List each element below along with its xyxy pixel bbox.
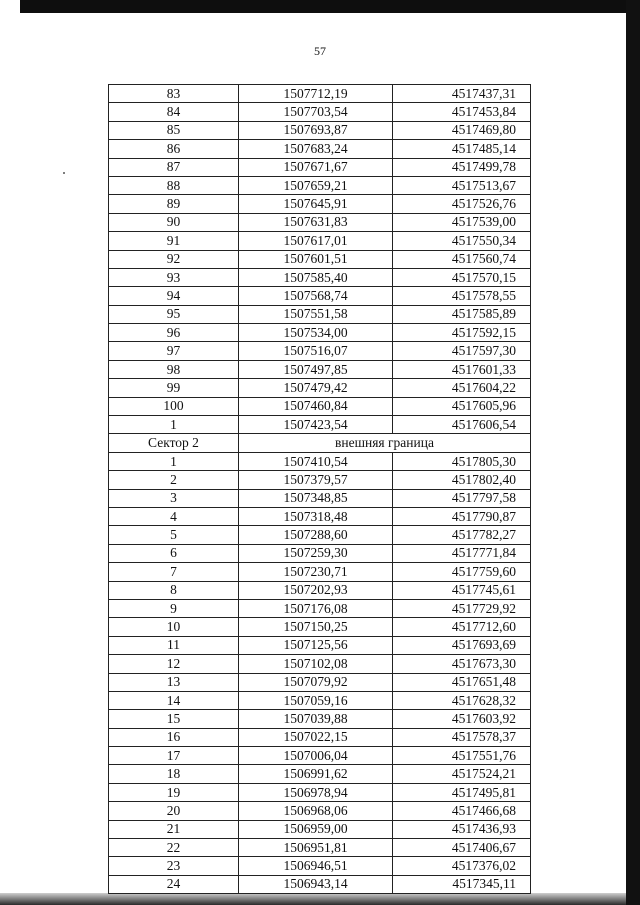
y-coordinate-cell: 4517560,74 — [393, 250, 531, 268]
y-coordinate-cell: 4517651,48 — [393, 673, 531, 691]
y-coordinate-cell: 4517495,81 — [393, 783, 531, 801]
point-number-cell: 85 — [109, 121, 239, 139]
x-coordinate-cell: 1507318,48 — [239, 507, 393, 525]
point-number-cell: 91 — [109, 232, 239, 250]
x-coordinate-cell: 1507479,42 — [239, 379, 393, 397]
y-coordinate-cell: 4517604,22 — [393, 379, 531, 397]
point-number-cell: 22 — [109, 839, 239, 857]
point-number-cell: 2 — [109, 471, 239, 489]
table-row — [109, 379, 531, 397]
y-coordinate-cell: 4517802,40 — [393, 471, 531, 489]
table-row — [109, 287, 531, 305]
x-coordinate-cell: 1507176,08 — [239, 599, 393, 617]
point-number-cell: 15 — [109, 710, 239, 728]
x-coordinate-cell: 1507348,85 — [239, 489, 393, 507]
y-coordinate-cell: 4517551,76 — [393, 747, 531, 765]
y-coordinate-cell: 4517437,31 — [393, 85, 531, 103]
point-number-cell: 95 — [109, 305, 239, 323]
y-coordinate-cell: 4517513,67 — [393, 176, 531, 194]
y-coordinate-cell: 4517469,80 — [393, 121, 531, 139]
point-number-cell: 19 — [109, 783, 239, 801]
table-row — [109, 176, 531, 194]
y-coordinate-cell: 4517466,68 — [393, 802, 531, 820]
x-coordinate-cell: 1507703,54 — [239, 103, 393, 121]
scan-speck — [63, 172, 65, 174]
table-row — [109, 140, 531, 158]
x-coordinate-cell: 1507516,07 — [239, 342, 393, 360]
boundary-label: внешняя граница — [239, 434, 531, 452]
point-number-cell: 1 — [109, 452, 239, 470]
x-coordinate-cell: 1507585,40 — [239, 268, 393, 286]
table-row — [109, 324, 531, 342]
point-number-cell: 7 — [109, 563, 239, 581]
x-coordinate-cell: 1507102,08 — [239, 655, 393, 673]
x-coordinate-cell: 1506943,14 — [239, 875, 393, 893]
point-number-cell: 14 — [109, 691, 239, 709]
x-coordinate-cell: 1507230,71 — [239, 563, 393, 581]
x-coordinate-cell: 1506968,06 — [239, 802, 393, 820]
x-coordinate-cell: 1507659,21 — [239, 176, 393, 194]
point-number-cell: 1 — [109, 416, 239, 434]
x-coordinate-cell: 1507693,87 — [239, 121, 393, 139]
table-row — [109, 691, 531, 709]
x-coordinate-cell: 1506951,81 — [239, 839, 393, 857]
point-number-cell: 96 — [109, 324, 239, 342]
point-number-cell: 16 — [109, 728, 239, 746]
x-coordinate-cell: 1507039,88 — [239, 710, 393, 728]
sector-label: Сектор 2 — [109, 434, 239, 452]
point-number-cell: 97 — [109, 342, 239, 360]
point-number-cell: 5 — [109, 526, 239, 544]
point-number-cell: 88 — [109, 176, 239, 194]
point-number-cell: 100 — [109, 397, 239, 415]
x-coordinate-cell: 1507006,04 — [239, 747, 393, 765]
point-number-cell: 9 — [109, 599, 239, 617]
table-row — [109, 416, 531, 434]
x-coordinate-cell: 1507460,84 — [239, 397, 393, 415]
x-coordinate-cell: 1507079,92 — [239, 673, 393, 691]
page-number: 57 — [314, 44, 326, 58]
point-number-cell: 20 — [109, 802, 239, 820]
section-a-rows — [109, 85, 531, 434]
table-row — [109, 507, 531, 525]
y-coordinate-cell: 4517592,15 — [393, 324, 531, 342]
table-row — [109, 360, 531, 378]
x-coordinate-cell: 1507379,57 — [239, 471, 393, 489]
table-row — [109, 452, 531, 470]
point-number-cell: 90 — [109, 213, 239, 231]
sector-header-row — [109, 434, 531, 452]
table-row — [109, 563, 531, 581]
y-coordinate-cell: 4517693,69 — [393, 636, 531, 654]
point-number-cell: 4 — [109, 507, 239, 525]
table-row — [109, 710, 531, 728]
x-coordinate-cell: 1507683,24 — [239, 140, 393, 158]
table-row — [109, 213, 531, 231]
x-coordinate-cell: 1506991,62 — [239, 765, 393, 783]
scan-edge-right — [626, 0, 640, 905]
table-row — [109, 747, 531, 765]
scan-edge-top — [20, 0, 640, 13]
table-row — [109, 857, 531, 875]
point-number-cell: 89 — [109, 195, 239, 213]
x-coordinate-cell: 1507150,25 — [239, 618, 393, 636]
point-number-cell: 23 — [109, 857, 239, 875]
x-coordinate-cell: 1507497,85 — [239, 360, 393, 378]
section-b-rows — [109, 452, 531, 893]
table-row — [109, 636, 531, 654]
scan-edge-bottom — [0, 893, 626, 905]
table-row — [109, 489, 531, 507]
y-coordinate-cell: 4517406,67 — [393, 839, 531, 857]
point-number-cell: 13 — [109, 673, 239, 691]
table-row — [109, 599, 531, 617]
table-row — [109, 618, 531, 636]
table-row — [109, 875, 531, 893]
point-number-cell: 17 — [109, 747, 239, 765]
table-row — [109, 839, 531, 857]
y-coordinate-cell: 4517606,54 — [393, 416, 531, 434]
y-coordinate-cell: 4517771,84 — [393, 544, 531, 562]
x-coordinate-cell: 1507712,19 — [239, 85, 393, 103]
y-coordinate-cell: 4517453,84 — [393, 103, 531, 121]
table-row — [109, 471, 531, 489]
table-row — [109, 103, 531, 121]
table-row — [109, 765, 531, 783]
table-row — [109, 820, 531, 838]
table-row — [109, 342, 531, 360]
x-coordinate-cell: 1507568,74 — [239, 287, 393, 305]
x-coordinate-cell: 1507671,67 — [239, 158, 393, 176]
x-coordinate-cell: 1507125,56 — [239, 636, 393, 654]
y-coordinate-cell: 4517524,21 — [393, 765, 531, 783]
table-row — [109, 158, 531, 176]
y-coordinate-cell: 4517436,93 — [393, 820, 531, 838]
x-coordinate-cell: 1507410,54 — [239, 452, 393, 470]
x-coordinate-cell: 1507645,91 — [239, 195, 393, 213]
y-coordinate-cell: 4517597,30 — [393, 342, 531, 360]
y-coordinate-cell: 4517345,11 — [393, 875, 531, 893]
y-coordinate-cell: 4517745,61 — [393, 581, 531, 599]
y-coordinate-cell: 4517759,60 — [393, 563, 531, 581]
y-coordinate-cell: 4517485,14 — [393, 140, 531, 158]
table-row — [109, 397, 531, 415]
point-number-cell: 6 — [109, 544, 239, 562]
point-number-cell: 11 — [109, 636, 239, 654]
y-coordinate-cell: 4517712,60 — [393, 618, 531, 636]
point-number-cell: 93 — [109, 268, 239, 286]
table-row — [109, 673, 531, 691]
table-row — [109, 655, 531, 673]
x-coordinate-cell: 1506978,94 — [239, 783, 393, 801]
point-number-cell: 12 — [109, 655, 239, 673]
y-coordinate-cell: 4517790,87 — [393, 507, 531, 525]
table-row — [109, 121, 531, 139]
table-row — [109, 728, 531, 746]
y-coordinate-cell: 4517603,92 — [393, 710, 531, 728]
y-coordinate-cell: 4517578,37 — [393, 728, 531, 746]
point-number-cell: 92 — [109, 250, 239, 268]
point-number-cell: 94 — [109, 287, 239, 305]
y-coordinate-cell: 4517550,34 — [393, 232, 531, 250]
table-row — [109, 250, 531, 268]
y-coordinate-cell: 4517539,00 — [393, 213, 531, 231]
y-coordinate-cell: 4517628,32 — [393, 691, 531, 709]
y-coordinate-cell: 4517578,55 — [393, 287, 531, 305]
table-row — [109, 581, 531, 599]
point-number-cell: 83 — [109, 85, 239, 103]
y-coordinate-cell: 4517601,33 — [393, 360, 531, 378]
table-row — [109, 268, 531, 286]
coordinates-table — [108, 84, 531, 894]
table-row — [109, 802, 531, 820]
point-number-cell: 98 — [109, 360, 239, 378]
y-coordinate-cell: 4517499,78 — [393, 158, 531, 176]
y-coordinate-cell: 4517526,76 — [393, 195, 531, 213]
table-row — [109, 305, 531, 323]
table-row — [109, 85, 531, 103]
table-row — [109, 783, 531, 801]
table-row — [109, 526, 531, 544]
table-row — [109, 544, 531, 562]
x-coordinate-cell: 1507202,93 — [239, 581, 393, 599]
point-number-cell: 84 — [109, 103, 239, 121]
x-coordinate-cell: 1507059,16 — [239, 691, 393, 709]
x-coordinate-cell: 1507551,58 — [239, 305, 393, 323]
y-coordinate-cell: 4517729,92 — [393, 599, 531, 617]
sector-header-group — [109, 434, 531, 452]
x-coordinate-cell: 1506959,00 — [239, 820, 393, 838]
x-coordinate-cell: 1507601,51 — [239, 250, 393, 268]
point-number-cell: 8 — [109, 581, 239, 599]
point-number-cell: 86 — [109, 140, 239, 158]
x-coordinate-cell: 1507631,83 — [239, 213, 393, 231]
y-coordinate-cell: 4517797,58 — [393, 489, 531, 507]
y-coordinate-cell: 4517673,30 — [393, 655, 531, 673]
x-coordinate-cell: 1507423,54 — [239, 416, 393, 434]
x-coordinate-cell: 1507534,00 — [239, 324, 393, 342]
point-number-cell: 24 — [109, 875, 239, 893]
x-coordinate-cell: 1507288,60 — [239, 526, 393, 544]
x-coordinate-cell: 1507259,30 — [239, 544, 393, 562]
point-number-cell: 3 — [109, 489, 239, 507]
point-number-cell: 87 — [109, 158, 239, 176]
table-row — [109, 195, 531, 213]
point-number-cell: 21 — [109, 820, 239, 838]
y-coordinate-cell: 4517376,02 — [393, 857, 531, 875]
table-row — [109, 232, 531, 250]
x-coordinate-cell: 1507022,15 — [239, 728, 393, 746]
x-coordinate-cell: 1506946,51 — [239, 857, 393, 875]
x-coordinate-cell: 1507617,01 — [239, 232, 393, 250]
point-number-cell: 18 — [109, 765, 239, 783]
point-number-cell: 99 — [109, 379, 239, 397]
point-number-cell: 10 — [109, 618, 239, 636]
y-coordinate-cell: 4517782,27 — [393, 526, 531, 544]
y-coordinate-cell: 4517605,96 — [393, 397, 531, 415]
y-coordinate-cell: 4517570,15 — [393, 268, 531, 286]
y-coordinate-cell: 4517585,89 — [393, 305, 531, 323]
y-coordinate-cell: 4517805,30 — [393, 452, 531, 470]
